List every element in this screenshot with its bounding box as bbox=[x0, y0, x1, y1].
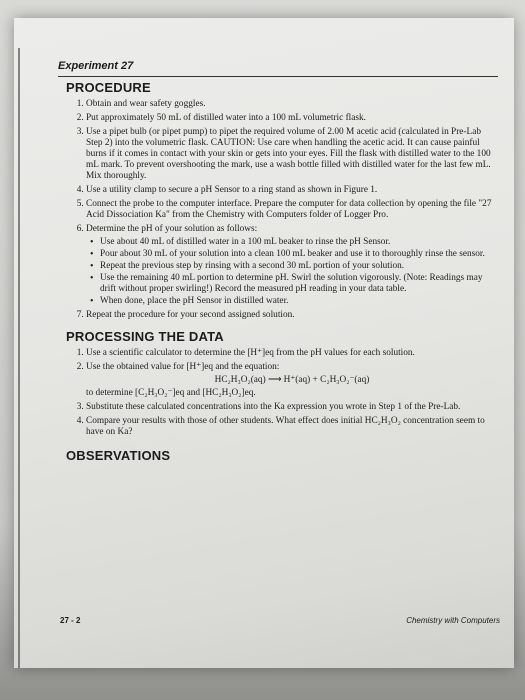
document-page bbox=[14, 18, 514, 668]
processing-heading: PROCESSING THE DATA bbox=[66, 329, 224, 344]
page-content bbox=[66, 76, 498, 467]
procedure-section bbox=[66, 80, 498, 321]
procedure-step: 5. Connect the probe to the computer interface. Prepare the computer for data collection by opening the file "27 Acid Dissociation Ka" from the Chemistry with Computers folder of Logger Pro. bbox=[86, 199, 498, 221]
procedure-substeps bbox=[86, 237, 498, 307]
procedure-substep: • When done, place the pH Sensor in distilled water. bbox=[100, 296, 498, 307]
procedure-substep: • Use about 40 mL of distilled water in a 100 mL beaker to rinse the pH Sensor. bbox=[100, 237, 498, 248]
procedure-step: 1. Obtain and wear safety goggles. bbox=[86, 99, 498, 110]
processing-section bbox=[66, 329, 498, 438]
procedure-heading: PROCEDURE bbox=[66, 80, 151, 95]
procedure-step-text: Determine the pH of your solution as follows: bbox=[86, 224, 258, 234]
processing-steps bbox=[66, 348, 498, 438]
procedure-substep: • Repeat the previous step by rinsing with a second 30 mL portion of your solution. bbox=[100, 261, 498, 272]
page-number: 27 - 2 bbox=[60, 616, 81, 625]
procedure-substep: • Pour about 30 mL of your solution into a clean 100 mL beaker and use it to thoroughly rinse the sensor. bbox=[100, 249, 498, 260]
page-edge-line bbox=[18, 48, 20, 668]
processing-step-intro: 2. Use the obtained value for [H⁺]eq and the equation: bbox=[86, 362, 280, 372]
processing-step-outro: to determine [C₂H₃O₂⁻]eq and [HC₂H₃O₂]eq. bbox=[86, 388, 256, 398]
processing-step: 3. Substitute these calculated concentrations into the Ka expression you wrote in Step 1 of the Pre-Lab. bbox=[86, 402, 498, 413]
processing-step: 4. Compare your results with those of other students. What effect does initial HC₂H₃O₂ concentration seem to have on Ka? bbox=[86, 416, 498, 438]
procedure-step: 3. Use a pipet bulb (or pipet pump) to pipet the required volume of 2.00 M acetic acid (calculated in Pre-Lab Step 2) into the volumetric flask. CAUTION: Use care when handling the acetic acid. It can cause painful burns if it comes in contact with your skin or gets into your eyes. Fill the flask with distilled water to the 100 mL mark. To prevent overshooting the mark, use a wash bottle filled with distilled water for the last few mL. Mix thoroughly. bbox=[86, 127, 498, 182]
processing-step: 1. Use a scientific calculator to determine the [H⁺]eq from the pH values for each solution. bbox=[86, 348, 498, 359]
procedure-substep: • Use the remaining 40 mL portion to determine pH. Swirl the solution vigorously. (Note: Readings may drift without proper swirling!) Record the measured pH reading in your data table. bbox=[100, 273, 498, 295]
observations-heading: OBSERVATIONS bbox=[66, 448, 171, 463]
page-header bbox=[58, 56, 498, 77]
procedure-step: 7. Repeat the procedure for your second assigned solution. bbox=[86, 310, 498, 321]
observations-section bbox=[66, 448, 498, 463]
procedure-steps bbox=[66, 99, 498, 321]
procedure-step-with-substeps bbox=[86, 224, 498, 307]
procedure-step: 4. Use a utility clamp to secure a pH Sensor to a ring stand as shown in Figure 1. bbox=[86, 185, 498, 196]
experiment-title: Experiment 27 bbox=[58, 60, 134, 72]
dissociation-equation: HC₂H₃O₂(aq) ⟶ H⁺(aq) + C₂H₃O₂⁻(aq) bbox=[214, 375, 370, 385]
procedure-step: 2. Put approximately 50 mL of distilled water into a 100 mL volumetric flask. bbox=[86, 113, 498, 124]
book-title: Chemistry with Computers bbox=[406, 616, 500, 625]
processing-step-with-equation bbox=[86, 362, 498, 399]
